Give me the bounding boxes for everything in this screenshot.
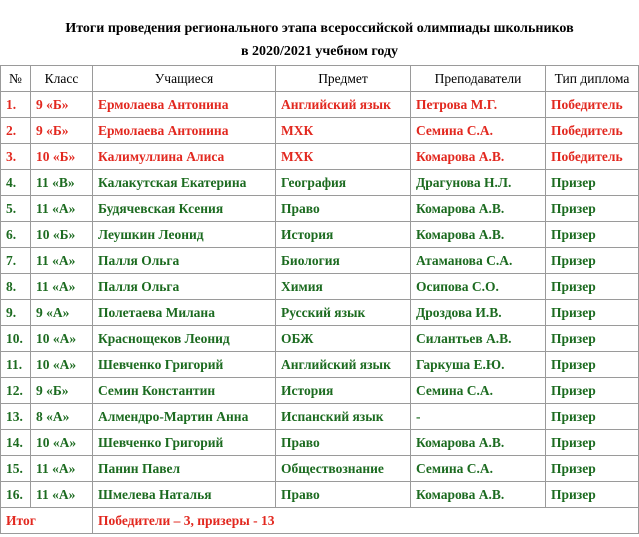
- row-number: 3.: [1, 144, 31, 170]
- row-class: 10 «Б»: [31, 222, 93, 248]
- row-diploma: Призер: [546, 404, 639, 430]
- table-header-row: [1, 66, 639, 92]
- row-number: 8.: [1, 274, 31, 300]
- row-number: 9.: [1, 300, 31, 326]
- row-number: 1.: [1, 92, 31, 118]
- row-number: 4.: [1, 170, 31, 196]
- row-subject: ОБЖ: [276, 326, 411, 352]
- row-class: 10 «Б»: [31, 144, 93, 170]
- row-subject: Химия: [276, 274, 411, 300]
- row-diploma: Призер: [546, 456, 639, 482]
- row-diploma: Призер: [546, 170, 639, 196]
- row-diploma: Призер: [546, 326, 639, 352]
- row-student: Калакутская Екатерина: [93, 170, 276, 196]
- row-teacher: Комарова А.В.: [411, 430, 546, 456]
- row-number: 16.: [1, 482, 31, 508]
- row-student: Полетаева Милана: [93, 300, 276, 326]
- row-class: 11 «А»: [31, 196, 93, 222]
- row-subject: География: [276, 170, 411, 196]
- row-class: 10 «А»: [31, 352, 93, 378]
- row-subject: Русский язык: [276, 300, 411, 326]
- results-table: [0, 65, 639, 534]
- row-diploma: Призер: [546, 248, 639, 274]
- row-student: Шевченко Григорий: [93, 430, 276, 456]
- row-class: 9 «Б»: [31, 118, 93, 144]
- row-teacher: Гаркуша Е.Ю.: [411, 352, 546, 378]
- row-subject: Право: [276, 482, 411, 508]
- row-teacher: Атаманова С.А.: [411, 248, 546, 274]
- row-subject: История: [276, 222, 411, 248]
- row-class: 9 «Б»: [31, 92, 93, 118]
- row-student: Палля Ольга: [93, 274, 276, 300]
- row-student: Шмелева Наталья: [93, 482, 276, 508]
- table-row: [1, 300, 639, 326]
- row-class: 11 «А»: [31, 456, 93, 482]
- row-diploma: Победитель: [546, 92, 639, 118]
- table-row: [1, 404, 639, 430]
- row-subject: Испанский язык: [276, 404, 411, 430]
- row-class: 11 «А»: [31, 482, 93, 508]
- row-student: Алмендро-Мартин Анна: [93, 404, 276, 430]
- document-title: Итоги проведения регионального этапа всероссийской олимпиады школьников: [65, 21, 574, 36]
- row-teacher: Семина С.А.: [411, 378, 546, 404]
- row-class: 9 «А»: [31, 300, 93, 326]
- total-row: [1, 508, 639, 534]
- column-header-teacher: Преподаватели: [411, 66, 546, 92]
- table-row: [1, 274, 639, 300]
- row-subject: История: [276, 378, 411, 404]
- table-row: [1, 118, 639, 144]
- row-number: 6.: [1, 222, 31, 248]
- row-class: 11 «А»: [31, 248, 93, 274]
- row-subject: МХК: [276, 118, 411, 144]
- table-row: [1, 170, 639, 196]
- row-diploma: Призер: [546, 196, 639, 222]
- row-student: Семин Константин: [93, 378, 276, 404]
- row-teacher: -: [411, 404, 546, 430]
- table-row: [1, 430, 639, 456]
- total-label: Итог: [1, 508, 93, 534]
- row-diploma: Победитель: [546, 118, 639, 144]
- row-number: 14.: [1, 430, 31, 456]
- row-number: 11.: [1, 352, 31, 378]
- row-subject: Английский язык: [276, 352, 411, 378]
- row-class: 10 «А»: [31, 430, 93, 456]
- row-student: Шевченко Григорий: [93, 352, 276, 378]
- column-header-number: №: [1, 66, 31, 92]
- row-student: Ермолаева Антонина: [93, 118, 276, 144]
- row-number: 5.: [1, 196, 31, 222]
- row-teacher: Петрова М.Г.: [411, 92, 546, 118]
- row-teacher: Комарова А.В.: [411, 196, 546, 222]
- row-student: Краснощеков Леонид: [93, 326, 276, 352]
- row-subject: Английский язык: [276, 92, 411, 118]
- row-teacher: Осипова С.О.: [411, 274, 546, 300]
- row-teacher: Дроздова И.В.: [411, 300, 546, 326]
- row-teacher: Семина С.А.: [411, 118, 546, 144]
- row-class: 9 «Б»: [31, 378, 93, 404]
- row-class: 11 «А»: [31, 274, 93, 300]
- row-teacher: Комарова А.В.: [411, 482, 546, 508]
- row-number: 12.: [1, 378, 31, 404]
- table-row: [1, 378, 639, 404]
- row-teacher: Семина С.А.: [411, 456, 546, 482]
- row-class: 11 «В»: [31, 170, 93, 196]
- column-header-diploma: Тип диплома: [546, 66, 639, 92]
- row-student: Панин Павел: [93, 456, 276, 482]
- row-diploma: Призер: [546, 274, 639, 300]
- row-number: 15.: [1, 456, 31, 482]
- row-subject: МХК: [276, 144, 411, 170]
- row-class: 10 «А»: [31, 326, 93, 352]
- row-subject: Биология: [276, 248, 411, 274]
- table-row: [1, 482, 639, 508]
- row-number: 7.: [1, 248, 31, 274]
- row-teacher: Комарова А.В.: [411, 222, 546, 248]
- total-summary: Победители – 3, призеры - 13: [93, 508, 639, 534]
- row-diploma: Победитель: [546, 144, 639, 170]
- row-student: Леушкин Леонид: [93, 222, 276, 248]
- row-teacher: Силантьев А.В.: [411, 326, 546, 352]
- row-diploma: Призер: [546, 430, 639, 456]
- row-teacher: Комарова А.В.: [411, 144, 546, 170]
- table-row: [1, 456, 639, 482]
- column-header-student: Учащиеся: [93, 66, 276, 92]
- table-row: [1, 92, 639, 118]
- row-teacher: Драгунова Н.Л.: [411, 170, 546, 196]
- table-row: [1, 352, 639, 378]
- table-row: [1, 196, 639, 222]
- column-header-subject: Предмет: [276, 66, 411, 92]
- table-row: [1, 222, 639, 248]
- row-student: Палля Ольга: [93, 248, 276, 274]
- row-student: Ермолаева Антонина: [93, 92, 276, 118]
- row-number: 2.: [1, 118, 31, 144]
- row-number: 10.: [1, 326, 31, 352]
- table-row: [1, 144, 639, 170]
- row-student: Будячевская Ксения: [93, 196, 276, 222]
- document-subtitle: в 2020/2021 учебном году: [240, 44, 399, 59]
- row-class: 8 «А»: [31, 404, 93, 430]
- row-diploma: Призер: [546, 352, 639, 378]
- table-row: [1, 326, 639, 352]
- row-subject: Право: [276, 430, 411, 456]
- row-subject: Право: [276, 196, 411, 222]
- row-diploma: Призер: [546, 300, 639, 326]
- row-subject: Обществознание: [276, 456, 411, 482]
- row-diploma: Призер: [546, 482, 639, 508]
- table-row: [1, 248, 639, 274]
- row-diploma: Призер: [546, 378, 639, 404]
- row-student: Калимуллина Алиса: [93, 144, 276, 170]
- column-header-class: Класс: [31, 66, 93, 92]
- row-diploma: Призер: [546, 222, 639, 248]
- row-number: 13.: [1, 404, 31, 430]
